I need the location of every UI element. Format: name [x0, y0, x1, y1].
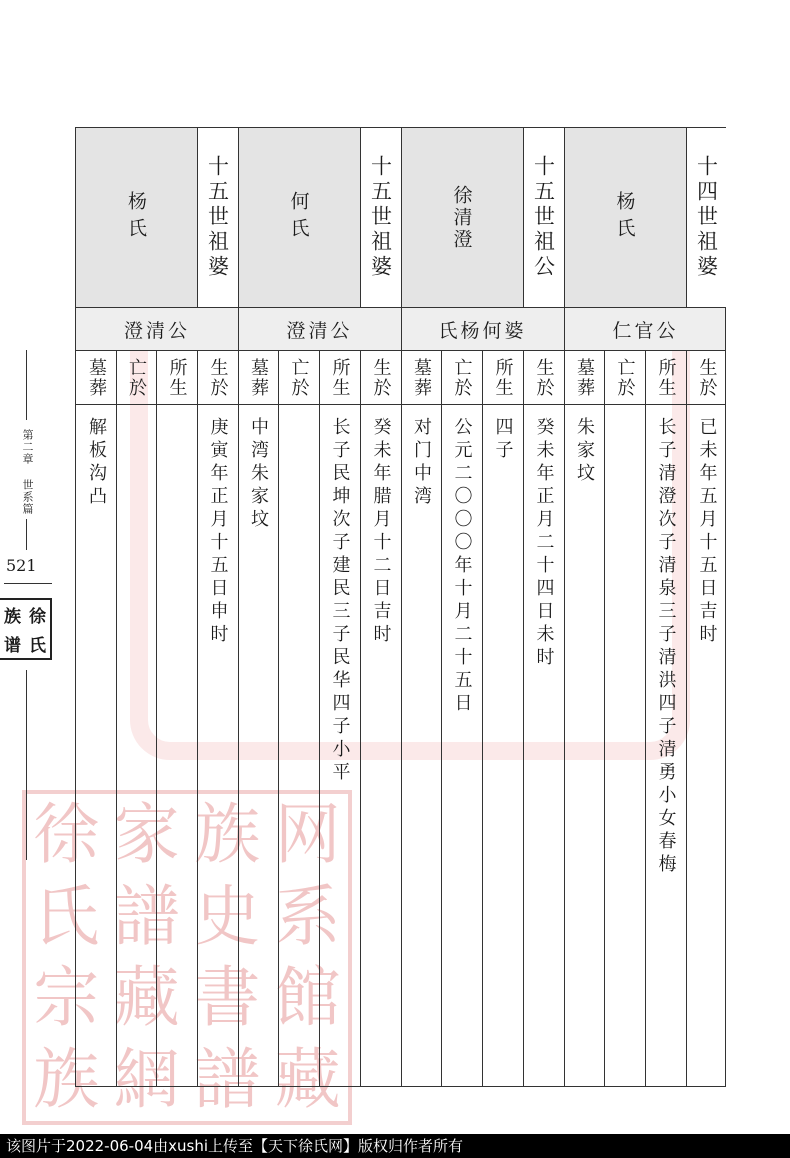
- label-buried: 墓葬: [574, 357, 595, 398]
- group-label: 澄清公: [123, 319, 190, 342]
- value-buried: 朱家坟: [574, 417, 595, 486]
- label-born: 生於: [370, 357, 392, 398]
- label-born: 生於: [207, 357, 229, 398]
- label-children: 所生: [329, 357, 351, 398]
- value-died: [278, 405, 319, 1086]
- margin-rule-top: [26, 350, 27, 420]
- value-died: [604, 405, 645, 1086]
- upload-notice: 该图片于2022-06-04由xushi上传至【天下徐氏网】版权归作者所有: [0, 1134, 790, 1158]
- value-buried: 对门中湾: [411, 417, 432, 509]
- genealogy-stamp: 族 徐 谱 氏: [0, 598, 52, 660]
- label-buried: 墓葬: [248, 357, 269, 398]
- header-name-cell: 徐清澄: [401, 128, 523, 307]
- value-buried: 解板沟凸: [86, 417, 107, 509]
- chapter-label: 第二章 世系篇: [19, 425, 35, 519]
- label-born: 生於: [696, 357, 718, 398]
- group-label: 氏杨何婆: [438, 319, 527, 342]
- value-born: 癸未年腊月十二日吉时: [370, 417, 392, 647]
- genealogy-table: [75, 127, 726, 1087]
- label-children: 所生: [166, 357, 188, 398]
- group-label: 仁官公: [612, 319, 679, 342]
- value-born: 已未年五月十五日吉时: [696, 417, 718, 647]
- watermark-seal: 徐 家 族 网 氏 譜 史 系 宗 藏 書 館 族 網 譜 藏: [22, 790, 352, 1125]
- header-name-cell: 杨氏: [564, 128, 686, 307]
- label-buried: 墓葬: [86, 357, 107, 398]
- label-died: 亡於: [126, 357, 147, 398]
- header-title-cell: 十五世祖婆: [197, 128, 238, 307]
- label-buried: 墓葬: [411, 357, 432, 398]
- value-band: [76, 405, 725, 1086]
- value-died: [116, 405, 156, 1086]
- header-title-cell: 十四世祖婆: [686, 128, 727, 307]
- label-children: 所生: [655, 357, 677, 398]
- label-band: [76, 351, 725, 405]
- header-name-cell: 杨氏: [76, 128, 197, 307]
- header-name-cell: 何氏: [238, 128, 360, 307]
- header-title-cell: 十五世祖公: [523, 128, 564, 307]
- value-children: 长子民坤次子建民三子民华四子小平: [329, 417, 351, 785]
- value-children: [156, 405, 197, 1086]
- value-died: 公元二〇〇〇年十月二十五日: [451, 417, 473, 716]
- label-died: 亡於: [614, 357, 636, 398]
- label-died: 亡於: [288, 357, 310, 398]
- page-number: 521: [6, 556, 37, 575]
- group-band: [76, 308, 725, 351]
- header-title-cell: 十五世祖婆: [360, 128, 401, 307]
- value-children: 四子: [492, 417, 514, 463]
- header-band: [76, 128, 725, 308]
- label-children: 所生: [492, 357, 514, 398]
- value-born: 癸未年正月二十四日未时: [533, 417, 555, 670]
- page-number-rule: [4, 583, 52, 584]
- value-buried: 中湾朱家坟: [248, 417, 269, 532]
- value-children: 长子清澄次子清泉三子清洪四子清勇小女春梅: [655, 417, 677, 877]
- label-born: 生於: [533, 357, 555, 398]
- value-born: 庚寅年正月十五日申时: [207, 417, 229, 647]
- margin-rule-bottom: [26, 670, 27, 860]
- label-died: 亡於: [451, 357, 473, 398]
- group-label: 澄清公: [286, 319, 353, 342]
